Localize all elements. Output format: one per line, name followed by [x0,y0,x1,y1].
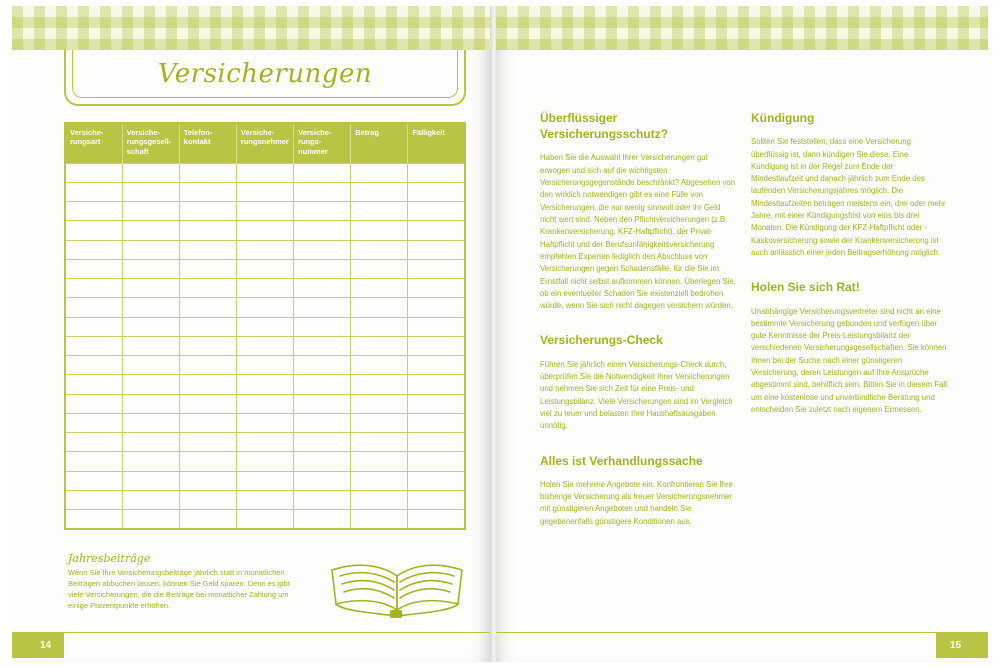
table-cell [351,202,408,221]
section-text: Unabhängige Versicherungsvertreter sind nicht an eine bestimmte Versicherung gebunden und verfügen über gute Kenntnisse der Preis-Leistungsbilanz der verschiedenen Versicherungsgesellschaften. Sie können Ihnen bei der Suche nach einer günstigeren Versicherung, deren Leistungen auf Ihre Ansprüche abgestimmt sind, behilflich sein. Bitten Sie in diesem Fall um eine kostenlose und unverbindliche Beratung und entscheiden Sie zuletzt nach eigenem Ermessen. [751,306,947,414]
table-cell [408,202,465,221]
table-cell [294,336,351,355]
table-cell [294,259,351,278]
table-cell [65,182,122,201]
table-cell [122,317,179,336]
table-cell [65,413,122,432]
table-cell [122,336,179,355]
title-banner [64,50,466,106]
table-row [65,413,465,432]
table-cell [122,394,179,413]
table-cell [122,510,179,530]
table-cell [408,452,465,471]
table-cell [294,375,351,394]
table-row [65,375,465,394]
table-cell [122,240,179,259]
col-header-telefon: Telefon-kontakt [179,123,236,163]
table-cell [351,298,408,317]
table-cell [294,279,351,298]
table-cell [65,356,122,375]
table-header-row [65,123,465,163]
table-cell [179,336,236,355]
table-cell [294,433,351,452]
table-cell [236,452,293,471]
table-cell [122,356,179,375]
table-cell [65,452,122,471]
table-cell [294,317,351,336]
table-cell [122,221,179,240]
table-cell [179,182,236,201]
table-cell [236,336,293,355]
table-cell [179,202,236,221]
section-text: Holen Sie mehrere Angebote ein. Konfrontieren Sie Ihre bisherige Versicherung als treuer Versicherungsnehmer mit günstigeren Angeboten und handeln Sie gegebenenfalls günstigere Konditionen aus. [540,479,733,526]
table-cell [122,433,179,452]
table-cell [351,336,408,355]
table-cell [408,240,465,259]
table-cell [351,433,408,452]
table-cell [236,182,293,201]
col-header-nummer: Versiche-rungs-nummer [294,123,351,163]
table-cell [65,394,122,413]
section-title: Versicherungs-Check [540,333,663,348]
table-row [65,221,465,240]
insurance-table [64,122,466,530]
table-cell [65,221,122,240]
table-row [65,259,465,278]
table-cell [351,259,408,278]
table-cell [351,375,408,394]
table-row [65,298,465,317]
table-cell [408,510,465,530]
table-cell [351,452,408,471]
table-cell [236,510,293,530]
table-cell [179,490,236,509]
table-cell [294,298,351,317]
section-verhandlung [540,453,736,528]
table-cell [236,298,293,317]
section-ueberfluessig [540,110,736,312]
table-cell [408,298,465,317]
table-cell [351,413,408,432]
table-cell [408,356,465,375]
table-cell [122,413,179,432]
right-page [496,6,988,662]
text-column-1 [540,110,736,548]
table-cell [179,221,236,240]
table-cell [65,240,122,259]
table-cell [351,221,408,240]
table-cell [179,510,236,530]
table-cell [294,163,351,182]
page-title: Versicherungen [157,58,373,89]
table-row [65,336,465,355]
left-page [12,6,492,662]
table-row [65,240,465,259]
table-cell [351,394,408,413]
col-header-gesellschaft: Versiche-rungsgesell-schaft [122,123,179,163]
col-header-versicherungsart: Versiche-rungsart [65,123,122,163]
table-cell [294,490,351,509]
table-cell [179,375,236,394]
table-cell [179,433,236,452]
table-cell [351,279,408,298]
table-cell [408,336,465,355]
table-cell [236,163,293,182]
table-cell [294,221,351,240]
table-cell [351,182,408,201]
table-cell [351,240,408,259]
table-cell [179,298,236,317]
table-row [65,317,465,336]
table-cell [294,394,351,413]
table-cell [122,375,179,394]
col-header-versicherungsnehmer: Versiche-rungsnehmer [236,123,293,163]
table-row [65,279,465,298]
table-cell [122,202,179,221]
table-cell [179,279,236,298]
table-row [65,471,465,490]
table-cell [408,259,465,278]
table-cell [294,356,351,375]
table-cell [122,163,179,182]
table-cell [408,375,465,394]
open-book-icon [322,554,472,620]
table-cell [408,490,465,509]
section-title: Überflüssiger Versicherungsschutz? [540,111,669,142]
table-cell [236,375,293,394]
table-row [65,452,465,471]
table-cell [122,298,179,317]
table-cell [408,182,465,201]
table-cell [122,279,179,298]
table-cell [179,317,236,336]
table-row [65,182,465,201]
table-cell [65,279,122,298]
table-cell [236,259,293,278]
table-row [65,510,465,530]
tip-text: Wenn Sie Ihre Versicherungsbeiträge jährlich statt in monatlichen Beiträgen abbuchen lassen, können Sie Geld sparen. Denn es gibt viele Versicherungen, die die Beiträge bei monatlicher Zahlung um einige Prozentpunkte erhöhen. [68,568,290,610]
table-cell [236,471,293,490]
table-row [65,490,465,509]
gingham-border [496,6,988,50]
table-cell [236,202,293,221]
table-row [65,356,465,375]
section-title: Holen Sie sich Rat! [751,280,860,295]
table-cell [294,240,351,259]
table-cell [408,221,465,240]
table-cell [351,317,408,336]
table-cell [351,356,408,375]
table-cell [236,433,293,452]
table-cell [408,394,465,413]
section-kuendigung [751,110,947,259]
table-cell [122,182,179,201]
section-text: Haben Sie die Auswahl Ihrer Versicherungen gut erwogen und sich auf die wichtigsten Versicherungsgegenstände beschränkt? Abgesehen von den wirklich notwendigen gibt es eine Fülle von Versicherungen, die nur wenig sinnvoll oder ihr Geld nicht wert sind. Neben den Pflichtversicherungen (z.B. Krankenversicherung, KFZ-Haftpflicht), der Privat-Haftpflicht und der Berufsunfähigkeitsversicherung empfehlen Experten lediglich den Abschluss von Versicherungen gegen Schadensfälle, für die Sie im Ernstfall nicht selbst aufkommen können. Überlegen Sie, ob ein eventueller Schaden Sie existenziell bedrohen würde, wenn Sie sich nicht dagegen versichern würden. [540,153,736,311]
section-text: Führen Sie jährlich einen Versicherungs-Check durch, überprüfen Sie die Notwendigkeit Ihrer Versicherungen und nehmen Sie sich Zeit für eine Preis- und Leistungsbilanz. Viele Versicherungen sind im Vergleich viel zu teuer und belasten Ihre Haushaltsausgaben unnötig. [540,359,733,431]
table-cell [179,163,236,182]
table-row [65,394,465,413]
text-column-2 [751,110,947,436]
table-cell [65,433,122,452]
table-cell [179,394,236,413]
section-check [540,332,736,432]
table-cell [294,452,351,471]
table-cell [294,510,351,530]
section-title: Kündigung [751,111,815,125]
gingham-border [12,6,492,50]
table-cell [65,490,122,509]
tip-title: Jahresbeiträge [68,552,151,565]
table-body [65,163,465,529]
table-cell [294,413,351,432]
table-row [65,163,465,182]
table-cell [408,163,465,182]
table-cell [294,182,351,201]
table-cell [236,317,293,336]
table-cell [408,317,465,336]
table-cell [236,221,293,240]
table-cell [65,375,122,394]
table-cell [65,298,122,317]
table-cell [122,452,179,471]
table-cell [236,413,293,432]
table-cell [351,163,408,182]
table-cell [351,471,408,490]
table-cell [351,510,408,530]
table-cell [179,452,236,471]
col-header-betrag: Betrag [351,123,408,163]
page-number-right: 15 [936,632,988,658]
table-cell [408,413,465,432]
table-cell [408,279,465,298]
table-cell [122,490,179,509]
section-rat [751,279,947,416]
table-cell [179,259,236,278]
table-cell [236,356,293,375]
table-cell [408,471,465,490]
table-row [65,433,465,452]
section-text: Sollten Sie feststellen, dass eine Versicherung überflüssig ist, dann kündigen Sie diese. Eine Kündigung ist in der Regel zum Ende der Mindestlaufzeit und danach jährlich zum Ende des laufenden Versicherungsjahres möglich. Die Mindestlaufzeiten betragen meistens ein, drei oder mehr Jahre, mit einer Kündigungsfrist von eins bis drei Monaten. Die Kündigung der KFZ-Haftpflicht oder -Kaskoversicherung sowie der Krankenversicherung ist auch anlässlich einer jeden Beitragserhöhung möglich. [751,137,946,257]
table-cell [408,433,465,452]
table-cell [65,510,122,530]
table-cell [236,279,293,298]
table-cell [65,259,122,278]
table-cell [294,202,351,221]
table-cell [351,490,408,509]
table-cell [179,240,236,259]
table-cell [65,317,122,336]
table-cell [236,490,293,509]
table-cell [65,202,122,221]
table-cell [294,471,351,490]
table-cell [122,259,179,278]
table-cell [179,413,236,432]
section-title: Alles ist Verhandlungssache [540,453,703,468]
table-cell [65,471,122,490]
table-cell [179,471,236,490]
page-number-left: 14 [12,632,64,658]
table-row [65,202,465,221]
table-cell [236,394,293,413]
table-cell [236,240,293,259]
table-cell [65,336,122,355]
table-cell [65,163,122,182]
table-cell [122,471,179,490]
col-header-faelligkeit: Fälligkeit [408,123,465,163]
table-cell [179,356,236,375]
